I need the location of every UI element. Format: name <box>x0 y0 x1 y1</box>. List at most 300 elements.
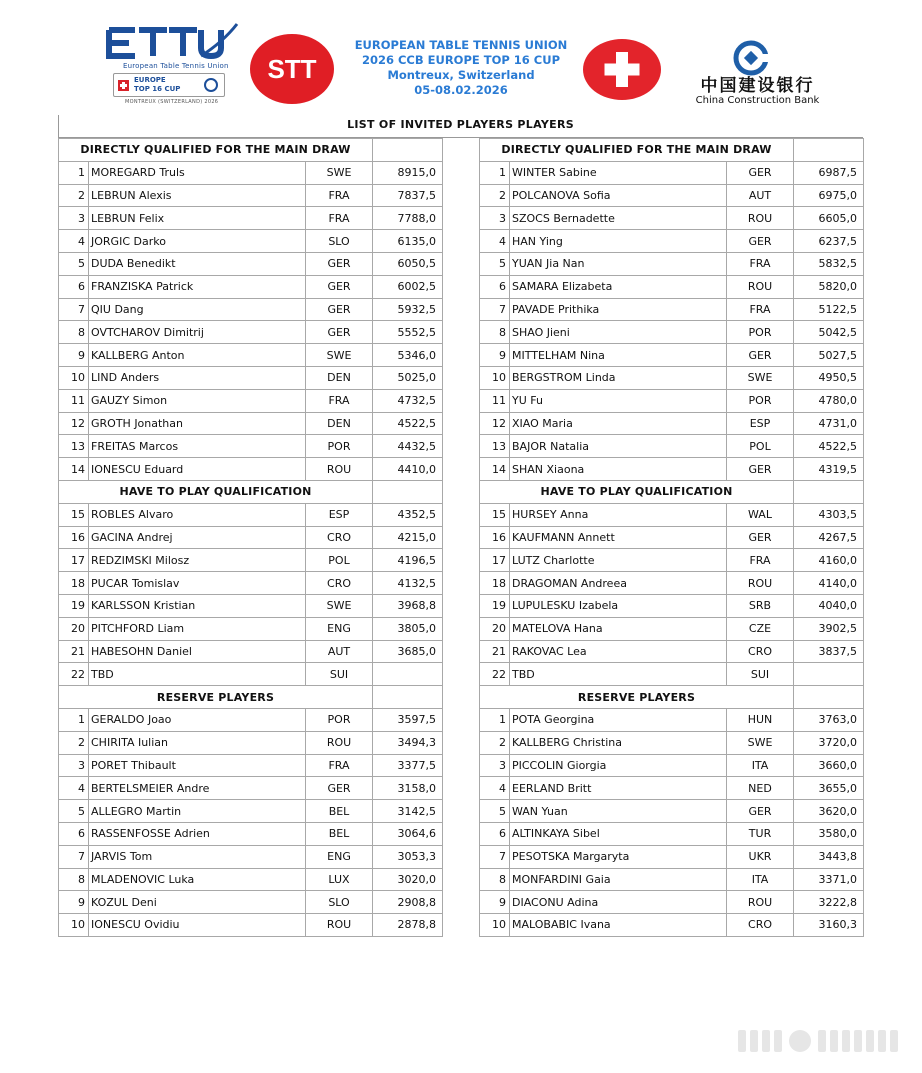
player-name: YU Fu <box>510 389 727 412</box>
player-points: 3620,0 <box>794 800 864 823</box>
player-name: YUAN Jia Nan <box>510 252 727 275</box>
player-country: POR <box>727 389 794 412</box>
player-row <box>480 731 864 754</box>
player-points <box>794 663 864 686</box>
player-name: JORGIC Darko <box>89 230 306 253</box>
player-number: 18 <box>480 572 510 595</box>
player-country: SWE <box>306 161 373 184</box>
player-name: LEBRUN Alexis <box>89 184 306 207</box>
player-country: GER <box>727 526 794 549</box>
player-country: ESP <box>306 503 373 526</box>
player-name: MALOBABIC Ivana <box>510 914 727 937</box>
player-points: 4731,0 <box>794 412 864 435</box>
player-points: 4522,5 <box>373 412 443 435</box>
player-name: GROTH Jonathan <box>89 412 306 435</box>
stt-logo <box>249 33 335 105</box>
player-country: FRA <box>727 549 794 572</box>
player-points: 3222,8 <box>794 891 864 914</box>
player-row <box>59 800 443 823</box>
player-number: 2 <box>59 184 89 207</box>
player-name: HAN Ying <box>510 230 727 253</box>
player-points: 4950,5 <box>794 366 864 389</box>
player-points: 6975,0 <box>794 184 864 207</box>
player-row <box>480 572 864 595</box>
player-country: GER <box>727 344 794 367</box>
section-header-blank <box>794 139 864 162</box>
player-row <box>480 366 864 389</box>
player-points: 3655,0 <box>794 777 864 800</box>
section-header-blank <box>794 480 864 503</box>
player-number: 10 <box>480 366 510 389</box>
player-name: PICCOLIN Giorgia <box>510 754 727 777</box>
player-row <box>480 230 864 253</box>
player-points: 2908,8 <box>373 891 443 914</box>
player-points <box>373 663 443 686</box>
ettu-wordmark-icon <box>105 22 240 62</box>
player-row <box>480 549 864 572</box>
player-country: WAL <box>727 503 794 526</box>
player-row <box>59 572 443 595</box>
player-name: MITTELHAM Nina <box>510 344 727 367</box>
player-number: 3 <box>59 754 89 777</box>
player-country: FRA <box>306 754 373 777</box>
player-row <box>480 914 864 937</box>
player-points: 4522,5 <box>794 435 864 458</box>
player-country: SUI <box>727 663 794 686</box>
player-row <box>59 275 443 298</box>
player-row <box>59 252 443 275</box>
player-points: 4410,0 <box>373 458 443 481</box>
player-points: 6605,0 <box>794 207 864 230</box>
player-name: GACINA Andrej <box>89 526 306 549</box>
player-name: MONFARDINI Gaia <box>510 868 727 891</box>
player-name: EERLAND Britt <box>510 777 727 800</box>
player-row <box>480 708 864 731</box>
list-title: LIST OF INVITED PLAYERS PLAYERS <box>347 118 574 131</box>
player-country: GER <box>306 275 373 298</box>
player-country: CRO <box>306 572 373 595</box>
title-line-3: Montreux, Switzerland <box>387 68 535 82</box>
player-row <box>59 914 443 937</box>
player-row <box>59 822 443 845</box>
player-number: 5 <box>480 800 510 823</box>
player-row <box>480 868 864 891</box>
player-country: NED <box>727 777 794 800</box>
player-number: 5 <box>480 252 510 275</box>
player-country: HUN <box>727 708 794 731</box>
player-row <box>480 161 864 184</box>
section-title: HAVE TO PLAY QUALIFICATION <box>59 480 373 503</box>
player-country: FRA <box>727 252 794 275</box>
section-header-blank <box>373 480 443 503</box>
player-name: MOREGARD Truls <box>89 161 306 184</box>
player-points: 3377,5 <box>373 754 443 777</box>
player-row <box>59 731 443 754</box>
player-row <box>59 161 443 184</box>
player-points: 3837,5 <box>794 640 864 663</box>
player-row <box>59 708 443 731</box>
player-number: 4 <box>480 230 510 253</box>
player-number: 6 <box>59 822 89 845</box>
player-row <box>59 663 443 686</box>
player-points: 4319,5 <box>794 458 864 481</box>
player-row <box>59 389 443 412</box>
player-row <box>480 252 864 275</box>
player-name: LIND Anders <box>89 366 306 389</box>
player-number: 5 <box>59 800 89 823</box>
player-points: 4140,0 <box>794 572 864 595</box>
player-points: 5552,5 <box>373 321 443 344</box>
player-number: 17 <box>480 549 510 572</box>
player-number: 9 <box>59 344 89 367</box>
player-number: 1 <box>59 161 89 184</box>
player-points: 4780,0 <box>794 389 864 412</box>
section-title: DIRECTLY QUALIFIED FOR THE MAIN DRAW <box>480 139 794 162</box>
player-number: 6 <box>480 822 510 845</box>
player-number: 6 <box>480 275 510 298</box>
player-name: TBD <box>89 663 306 686</box>
player-name: WINTER Sabine <box>510 161 727 184</box>
player-number: 8 <box>480 321 510 344</box>
player-number: 9 <box>59 891 89 914</box>
player-row <box>59 230 443 253</box>
player-number: 1 <box>59 708 89 731</box>
player-points: 5832,5 <box>794 252 864 275</box>
player-points: 6237,5 <box>794 230 864 253</box>
swiss-flag-icon <box>582 38 662 101</box>
player-name: DUDA Benedikt <box>89 252 306 275</box>
player-number: 10 <box>59 914 89 937</box>
player-points: 4303,5 <box>794 503 864 526</box>
player-points: 3763,0 <box>794 708 864 731</box>
player-country: FRA <box>306 184 373 207</box>
player-number: 21 <box>59 640 89 663</box>
player-name: PESOTSKA Margaryta <box>510 845 727 868</box>
player-name: KAUFMANN Annett <box>510 526 727 549</box>
player-number: 17 <box>59 549 89 572</box>
player-number: 21 <box>480 640 510 663</box>
player-points: 5027,5 <box>794 344 864 367</box>
player-country: GER <box>727 800 794 823</box>
player-name: WAN Yuan <box>510 800 727 823</box>
player-number: 3 <box>480 207 510 230</box>
player-points: 4432,5 <box>373 435 443 458</box>
swiss-flag-small-icon <box>118 80 129 91</box>
player-name: GAUZY Simon <box>89 389 306 412</box>
player-name: BERGSTROM Linda <box>510 366 727 389</box>
player-country: ROU <box>306 731 373 754</box>
badge-line-1: EUROPE <box>134 76 166 84</box>
player-country: ROU <box>306 914 373 937</box>
player-number: 7 <box>480 298 510 321</box>
player-number: 4 <box>59 230 89 253</box>
player-points: 3597,5 <box>373 708 443 731</box>
player-points: 6002,5 <box>373 275 443 298</box>
player-points: 3968,8 <box>373 594 443 617</box>
title-line-4: 05-08.02.2026 <box>414 83 508 97</box>
player-name: REDZIMSKI Milosz <box>89 549 306 572</box>
player-name: SAMARA Elizabeta <box>510 275 727 298</box>
player-points: 3685,0 <box>373 640 443 663</box>
player-points: 4732,5 <box>373 389 443 412</box>
player-points: 5122,5 <box>794 298 864 321</box>
section-title: HAVE TO PLAY QUALIFICATION <box>480 480 794 503</box>
player-country: AUT <box>306 640 373 663</box>
player-row <box>480 663 864 686</box>
player-number: 4 <box>59 777 89 800</box>
section-header <box>480 480 864 503</box>
player-number: 9 <box>480 891 510 914</box>
player-country: ENG <box>306 617 373 640</box>
title-line-2: 2026 CCB EUROPE TOP 16 CUP <box>361 53 561 67</box>
player-country: SRB <box>727 594 794 617</box>
player-number: 14 <box>480 458 510 481</box>
player-name: LUPULESKU Izabela <box>510 594 727 617</box>
player-row <box>480 754 864 777</box>
player-number: 8 <box>59 868 89 891</box>
player-country: POR <box>727 321 794 344</box>
player-row <box>480 640 864 663</box>
player-row <box>59 891 443 914</box>
player-points: 4267,5 <box>794 526 864 549</box>
player-name: IONESCU Ovidiu <box>89 914 306 937</box>
stt-logo-text: STT <box>267 54 317 84</box>
section-header <box>480 139 864 162</box>
player-points: 5346,0 <box>373 344 443 367</box>
player-number: 10 <box>480 914 510 937</box>
player-points: 3371,0 <box>794 868 864 891</box>
player-country: SLO <box>306 891 373 914</box>
player-points: 3053,3 <box>373 845 443 868</box>
player-name: HABESOHN Daniel <box>89 640 306 663</box>
player-country: POL <box>727 435 794 458</box>
player-row <box>59 207 443 230</box>
player-row <box>59 754 443 777</box>
player-points: 4040,0 <box>794 594 864 617</box>
section-header-blank <box>794 686 864 709</box>
player-country: GER <box>306 321 373 344</box>
player-name: PORET Thibault <box>89 754 306 777</box>
section-header <box>59 480 443 503</box>
player-country: SUI <box>306 663 373 686</box>
player-points: 8915,0 <box>373 161 443 184</box>
player-country: GER <box>727 458 794 481</box>
player-number: 5 <box>59 252 89 275</box>
player-row <box>480 435 864 458</box>
player-row <box>59 458 443 481</box>
player-points: 5820,0 <box>794 275 864 298</box>
player-name: POLCANOVA Sofia <box>510 184 727 207</box>
player-country: CRO <box>306 526 373 549</box>
player-country: BEL <box>306 800 373 823</box>
player-number: 19 <box>480 594 510 617</box>
player-name: SHAN Xiaona <box>510 458 727 481</box>
player-country: UKR <box>727 845 794 868</box>
player-number: 15 <box>480 503 510 526</box>
player-number: 3 <box>480 754 510 777</box>
player-row <box>480 344 864 367</box>
player-number: 16 <box>59 526 89 549</box>
player-country: ENG <box>306 845 373 868</box>
player-row <box>59 344 443 367</box>
badge-line-2: TOP 16 CUP <box>134 85 181 93</box>
player-points: 3902,5 <box>794 617 864 640</box>
player-name: LEBRUN Felix <box>89 207 306 230</box>
player-country: DEN <box>306 412 373 435</box>
player-name: ROBLES Alvaro <box>89 503 306 526</box>
section-title: RESERVE PLAYERS <box>59 686 373 709</box>
player-name: BERTELSMEIER Andre <box>89 777 306 800</box>
player-country: GER <box>727 161 794 184</box>
player-points: 3064,6 <box>373 822 443 845</box>
player-number: 22 <box>480 663 510 686</box>
player-points: 2878,8 <box>373 914 443 937</box>
player-name: SHAO Jieni <box>510 321 727 344</box>
player-name: FRANZISKA Patrick <box>89 275 306 298</box>
player-number: 6 <box>59 275 89 298</box>
player-points: 4215,0 <box>373 526 443 549</box>
player-points: 6050,5 <box>373 252 443 275</box>
player-name: BAJOR Natalia <box>510 435 727 458</box>
event-title-block <box>345 38 577 98</box>
player-country: SWE <box>727 366 794 389</box>
player-points: 3443,8 <box>794 845 864 868</box>
player-name: MATELOVA Hana <box>510 617 727 640</box>
player-points: 3142,5 <box>373 800 443 823</box>
section-header-blank <box>373 139 443 162</box>
player-name: OVTCHAROV Dimitrij <box>89 321 306 344</box>
player-country: GER <box>306 777 373 800</box>
player-points: 5025,0 <box>373 366 443 389</box>
player-row <box>480 822 864 845</box>
player-name: RAKOVAC Lea <box>510 640 727 663</box>
player-country: CRO <box>727 640 794 663</box>
section-header <box>59 686 443 709</box>
player-row <box>480 412 864 435</box>
player-number: 12 <box>480 412 510 435</box>
player-number: 7 <box>59 298 89 321</box>
player-points: 5042,5 <box>794 321 864 344</box>
player-country: FRA <box>727 298 794 321</box>
player-name: LUTZ Charlotte <box>510 549 727 572</box>
player-points: 3494,3 <box>373 731 443 754</box>
player-country: AUT <box>727 184 794 207</box>
player-row <box>59 617 443 640</box>
player-points: 6987,5 <box>794 161 864 184</box>
player-name: ALTINKAYA Sibel <box>510 822 727 845</box>
women-players-table <box>479 138 864 937</box>
player-country: FRA <box>306 207 373 230</box>
ccb-logo <box>680 40 835 106</box>
player-row <box>59 321 443 344</box>
player-row <box>480 845 864 868</box>
ccb-chinese-name: 中国建设银行 <box>700 76 815 96</box>
player-number: 18 <box>59 572 89 595</box>
player-name: ALLEGRO Martin <box>89 800 306 823</box>
player-country: GER <box>306 252 373 275</box>
player-country: ROU <box>727 572 794 595</box>
player-country: SWE <box>306 594 373 617</box>
player-country: GER <box>727 230 794 253</box>
player-row <box>59 298 443 321</box>
player-points: 3020,0 <box>373 868 443 891</box>
player-points: 4132,5 <box>373 572 443 595</box>
player-name: KOZUL Deni <box>89 891 306 914</box>
player-row <box>480 594 864 617</box>
player-points: 4196,5 <box>373 549 443 572</box>
player-points: 3805,0 <box>373 617 443 640</box>
watermark-logo <box>738 1028 898 1054</box>
player-number: 16 <box>480 526 510 549</box>
player-row <box>59 503 443 526</box>
player-name: KARLSSON Kristian <box>89 594 306 617</box>
player-number: 8 <box>59 321 89 344</box>
player-row <box>480 184 864 207</box>
player-points: 3158,0 <box>373 777 443 800</box>
player-points: 6135,0 <box>373 230 443 253</box>
player-country: CRO <box>727 914 794 937</box>
player-name: MLADENOVIC Luka <box>89 868 306 891</box>
player-row <box>480 458 864 481</box>
player-name: KALLBERG Anton <box>89 344 306 367</box>
player-name: RASSENFOSSE Adrien <box>89 822 306 845</box>
player-number: 2 <box>480 731 510 754</box>
player-name: TBD <box>510 663 727 686</box>
section-header <box>59 139 443 162</box>
player-row <box>59 594 443 617</box>
player-number: 7 <box>59 845 89 868</box>
ettu-logo <box>105 22 240 106</box>
player-row <box>480 207 864 230</box>
player-country: ROU <box>306 458 373 481</box>
player-country: ROU <box>727 207 794 230</box>
player-country: ESP <box>727 412 794 435</box>
player-points: 7788,0 <box>373 207 443 230</box>
ccb-mark-icon <box>733 40 769 76</box>
player-number: 1 <box>480 161 510 184</box>
player-row <box>59 366 443 389</box>
player-country: LUX <box>306 868 373 891</box>
player-country: ITA <box>727 868 794 891</box>
player-name: GERALDO Joao <box>89 708 306 731</box>
player-points: 7837,5 <box>373 184 443 207</box>
player-row <box>59 184 443 207</box>
player-country: ROU <box>727 891 794 914</box>
player-row <box>59 777 443 800</box>
player-row <box>59 435 443 458</box>
player-country: SWE <box>727 731 794 754</box>
player-row <box>59 549 443 572</box>
ettu-footer-text: MONTREUX (SWITZERLAND) 2026 <box>125 99 219 105</box>
player-name: FREITAS Marcos <box>89 435 306 458</box>
player-country: FRA <box>306 389 373 412</box>
player-number: 2 <box>480 184 510 207</box>
document-header <box>0 0 922 112</box>
player-number: 20 <box>59 617 89 640</box>
player-name: DRAGOMAN Andreea <box>510 572 727 595</box>
ccb-english-name: China Construction Bank <box>695 95 820 106</box>
player-country: GER <box>306 298 373 321</box>
player-row <box>480 503 864 526</box>
player-number: 4 <box>480 777 510 800</box>
player-name: KALLBERG Christina <box>510 731 727 754</box>
player-number: 3 <box>59 207 89 230</box>
player-country: TUR <box>727 822 794 845</box>
player-name: SZOCS Bernadette <box>510 207 727 230</box>
player-number: 19 <box>59 594 89 617</box>
player-number: 14 <box>59 458 89 481</box>
section-title: DIRECTLY QUALIFIED FOR THE MAIN DRAW <box>59 139 373 162</box>
